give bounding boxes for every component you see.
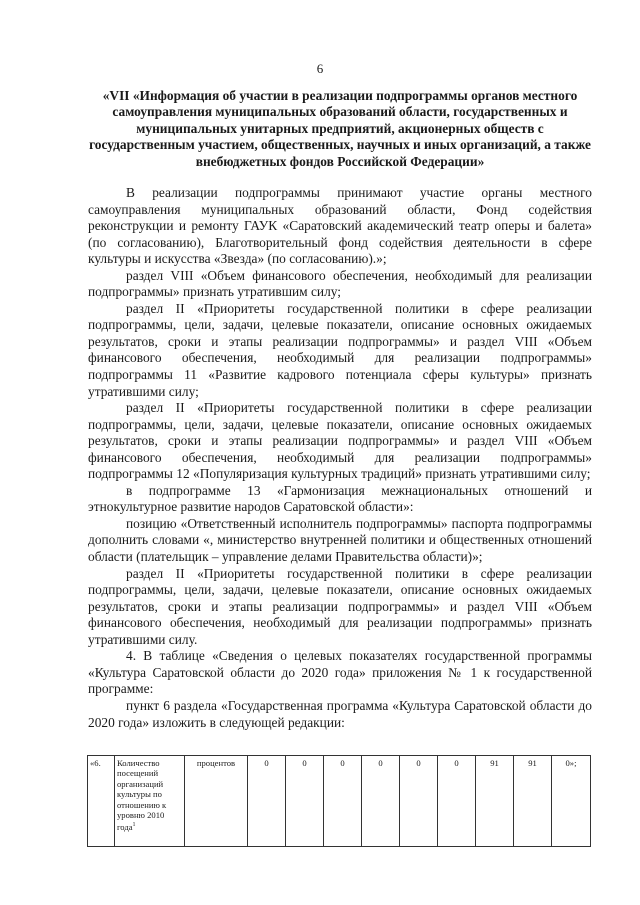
document-body xyxy=(88,185,592,731)
value-cell: 0 xyxy=(324,756,362,847)
paragraph: позицию «Ответственный исполнитель подпрограммы» паспорта подпрограммы дополнить словами «, министерство внутренней политики и общественных отношений области (плательщик – управление делами Правительства области)»; xyxy=(88,515,592,565)
section-heading: «VII «Информация об участии в реализации подпрограммы органов местного самоуправления муниципальных образований области, государственных и муниципальных унитарных предприятий, акционерных обществ с государственным участием, общественных, научных и иных организаций, а также внебюджетных фондов Российской Федерации» xyxy=(89,88,591,169)
value-cell: 0»; xyxy=(552,756,591,847)
page-number: 6 xyxy=(316,61,324,76)
paragraph: пункт 6 раздела «Государственная программа «Культура Саратовской области до 2020 года» изложить в следующей редакции: xyxy=(88,697,592,730)
indicator-name-cell xyxy=(115,756,185,847)
paragraph: В реализации подпрограммы принимают участие органы местного самоуправления муниципальных образований области, Фонд содействия реконструкции и ремонту ГАУК «Саратовский академический театр оперы и балета» (по согласованию), Благотворительный фонд содействия деятельности в сфере культуры и искусства «Звезда» (по согласованию).»; xyxy=(88,185,592,267)
value-cell: 0 xyxy=(438,756,476,847)
value-cell: 91 xyxy=(476,756,514,847)
unit-cell: процентов xyxy=(185,756,248,847)
value-cell: 0 xyxy=(248,756,286,847)
footnote-mark: 1 xyxy=(132,822,136,829)
paragraph: раздел II «Приоритеты государственной политики в сфере реализации подпрограммы, цели, задачи, целевые показатели, описание основных ожидаемых результатов, сроки и этапы реализации подпрограммы» и раздел VIII «Объем финансового обеспечения, необходимый для реализации подпрограммы» признать утратившими силу. xyxy=(88,565,592,647)
paragraph: раздел II «Приоритеты государственной политики в сфере реализации подпрограммы, цели, задачи, целевые показатели, описание основных ожидаемых результатов, сроки и этапы реализации подпрограммы» и раздел VIII «Объем финансового обеспечения, необходимый для реализации подпрограммы» подпрограммы 11 «Развитие кадрового потенциала сферы культуры» признать утратившими силу; xyxy=(88,300,592,399)
indicator-table xyxy=(87,755,591,847)
value-cell: 0 xyxy=(286,756,324,847)
row-number-cell: «6. xyxy=(88,756,115,847)
value-cell: 0 xyxy=(362,756,400,847)
value-cell: 91 xyxy=(514,756,552,847)
paragraph: раздел II «Приоритеты государственной политики в сфере реализации подпрограммы, цели, задачи, целевые показатели, описание основных ожидаемых результатов, сроки и этапы реализации подпрограммы» и раздел VIII «Объем финансового обеспечения, необходимый для реализации подпрограммы» подпрограммы 12 «Популяризация культурных традиций» признать утратившими силу; xyxy=(88,400,592,482)
table-row xyxy=(88,756,591,847)
value-cell: 0 xyxy=(400,756,438,847)
paragraph: в подпрограмме 13 «Гармонизация межнациональных отношений и этнокультурное развитие народов Саратовской области»: xyxy=(88,482,592,515)
indicator-name: Количество посещений организаций культуры по отношению к уровню 2010 года xyxy=(117,758,167,833)
paragraph: раздел VIII «Объем финансового обеспечения, необходимый для реализации подпрограммы» признать утратившим силу; xyxy=(88,267,592,300)
paragraph: 4. В таблице «Сведения о целевых показателях государственной программы «Культура Саратовской области до 2020 года» приложения № 1 к государственной программе: xyxy=(88,648,592,697)
